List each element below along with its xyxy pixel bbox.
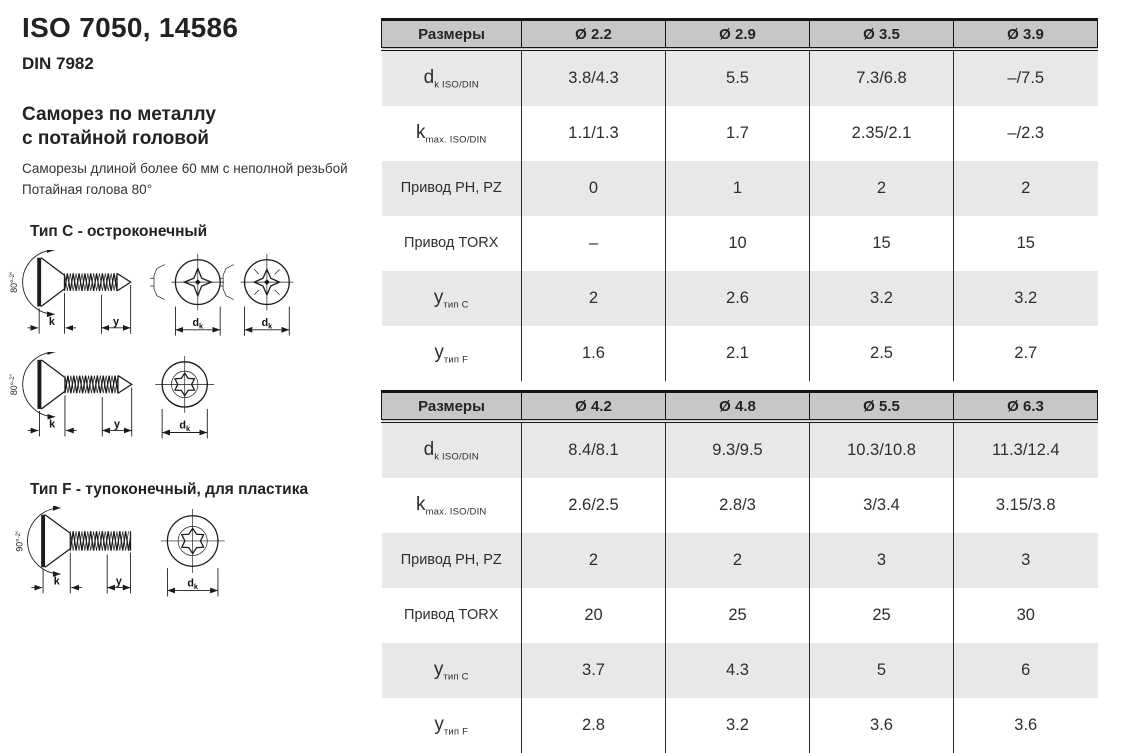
pointed-tip (117, 273, 131, 291)
row-label: Привод PH, PZ (382, 161, 522, 216)
dim-k-label: k (48, 315, 55, 328)
type-c-ph-pz-drawing (8, 250, 300, 342)
product-note-line1: Саморезы длиной более 60 мм с неполной резьбой (22, 161, 348, 176)
table-cell: 2.1 (666, 326, 810, 381)
table-cell: 25 (666, 588, 810, 643)
pz-head-view (219, 254, 293, 336)
doc-title: ISO 7050, 14586 (22, 12, 239, 43)
type-c-side-view (8, 352, 132, 436)
table-cell: 4.3 (666, 643, 810, 698)
head-angle-label: 90°$^{-2^\circ}$ (14, 530, 25, 552)
table-cell: 8.4/8.1 (522, 421, 666, 478)
dimension-y (102, 387, 131, 436)
column-header-diameter: Ø 4.8 (666, 392, 810, 422)
column-header-diameter: Ø 4.2 (522, 392, 666, 422)
table-cell: 2.5 (810, 326, 954, 381)
type-c-heading: Тип C - остроконечный (30, 223, 208, 240)
dim-k-label: k (53, 575, 60, 588)
dim-dk-label: $d_k$ (261, 316, 273, 331)
table-cell: 0 (522, 161, 666, 216)
dim-dk-label: $d_k$ (192, 316, 204, 331)
table-row-drive-torx (382, 588, 1098, 643)
column-header-diameter: Ø 3.9 (954, 20, 1098, 50)
table-row-kmax (382, 478, 1098, 533)
dim-dk-label: $d_k$ (179, 419, 191, 434)
row-label: $y_{тип F}$ (434, 341, 469, 366)
table-cell: 1.6 (522, 326, 666, 381)
torx-head-view (155, 356, 214, 438)
dim-k-label: k (49, 418, 56, 431)
table-cell: 3.2 (666, 698, 810, 753)
dim-y-label: y (115, 575, 122, 588)
table-cell: 3.6 (810, 698, 954, 753)
table-cell: 3.2 (810, 271, 954, 326)
table-cell: 3.7 (522, 643, 666, 698)
table-cell: 25 (810, 588, 954, 643)
dimensions-table-large-diameters (381, 390, 1098, 753)
row-label: $y_{тип C}$ (382, 643, 522, 698)
column-header-sizes: Размеры (382, 20, 522, 50)
table-row-dk (382, 49, 1098, 106)
dimension-dk-torx (162, 409, 207, 438)
dimension-dk-pz (245, 306, 290, 335)
table-cell: 2.35/2.1 (810, 106, 954, 161)
table-cell: 15 (954, 216, 1098, 271)
table-cell: 15 (810, 216, 954, 271)
row-label: Привод TORX (404, 606, 499, 623)
table-cell: 9.3/9.5 (666, 421, 810, 478)
table-row-drive-ph-pz (382, 533, 1098, 588)
row-label: $y_{тип F}$ (434, 713, 469, 738)
table-header-row (382, 392, 1098, 422)
table-row-drive-ph-pz (382, 161, 1098, 216)
table-cell: 20 (522, 588, 666, 643)
row-label: $d_{k ISO/DIN}$ (382, 49, 522, 106)
table-row-kmax (382, 106, 1098, 161)
table-cell: 2 (810, 161, 954, 216)
product-note-line2: Потайная голова 80° (22, 182, 153, 197)
table-row-y-type-c (382, 643, 1098, 698)
table-header-row (382, 20, 1098, 50)
table-row-y-type-f (382, 698, 1098, 753)
table-cell: 3 (810, 533, 954, 588)
table-cell: 3/3.4 (810, 478, 954, 533)
table-cell: 2.6/2.5 (522, 478, 666, 533)
product-name-line2: с потайной головой (22, 128, 209, 149)
table-cell: 30 (954, 588, 1098, 643)
table-cell: 2 (954, 161, 1098, 216)
table-cell: –/7.5 (954, 49, 1098, 106)
column-header-diameter: Ø 2.2 (522, 20, 666, 50)
table-row-drive-torx (382, 216, 1098, 271)
table-cell: 2 (522, 271, 666, 326)
pointed-tip (118, 376, 132, 394)
column-header-diameter: Ø 3.5 (810, 20, 954, 50)
row-label: Привод PH, PZ (382, 533, 522, 588)
table-cell: –/2.3 (954, 106, 1098, 161)
dimension-y (101, 285, 130, 334)
dimension-y (107, 553, 130, 594)
table-cell: 2.8 (522, 698, 666, 753)
row-label: $k_{max. ISO/DIN}$ (416, 493, 487, 518)
column-header-diameter: Ø 2.9 (666, 20, 810, 50)
ph-head-view (150, 254, 224, 336)
product-name-line1: Саморез по металлу (22, 104, 216, 125)
dimensions-table-small-diameters (381, 18, 1098, 381)
table-cell: – (522, 216, 666, 271)
row-label: $d_{k ISO/DIN}$ (382, 421, 522, 478)
column-header-sizes: Размеры (382, 392, 522, 422)
table-cell: 2 (666, 533, 810, 588)
table-cell: 2.6 (666, 271, 810, 326)
table-cell: 7.3/6.8 (810, 49, 954, 106)
doc-standard: DIN 7982 (22, 54, 94, 73)
table-cell: 2.7 (954, 326, 1098, 381)
type-f-torx-drawing (12, 506, 250, 603)
dim-y-label: y (113, 418, 120, 431)
row-label: $k_{max. ISO/DIN}$ (416, 121, 487, 146)
product-note (22, 158, 348, 200)
type-f-heading: Тип F - тупоконечный, для пластика (30, 481, 309, 498)
column-header-diameter: Ø 5.5 (810, 392, 954, 422)
column-header-diameter: Ø 6.3 (954, 392, 1098, 422)
table-cell: 3 (954, 533, 1098, 588)
table-cell: 10 (666, 216, 810, 271)
table-cell: 1 (666, 161, 810, 216)
table-cell: 5.5 (666, 49, 810, 106)
table-row-y-type-f (382, 326, 1098, 381)
table-cell: 1.7 (666, 106, 810, 161)
table-cell: 3.8/4.3 (522, 49, 666, 106)
table-row-y-type-c (382, 271, 1098, 326)
type-f-side-view (14, 508, 131, 593)
row-label: Привод TORX (404, 234, 499, 251)
table-cell: 11.3/12.4 (954, 421, 1098, 478)
head-angle-label: 80°$^{-2^\circ}$ (8, 271, 19, 293)
type-c-side-view (8, 250, 131, 334)
table-cell: 3.15/3.8 (954, 478, 1098, 533)
head-angle-label: 80°$^{-2^\circ}$ (8, 373, 19, 396)
dim-y-label: y (113, 315, 120, 328)
table-row-dk (382, 421, 1098, 478)
table-cell: 1.1/1.3 (522, 106, 666, 161)
type-c-torx-drawing (8, 352, 224, 445)
head-side-profile-icon (150, 265, 165, 300)
dimension-dk-ph (175, 306, 220, 335)
table-cell: 3.6 (954, 698, 1098, 753)
table-cell: 5 (810, 643, 954, 698)
table-cell: 6 (954, 643, 1098, 698)
dim-dk-label: $d_k$ (187, 577, 198, 592)
table-cell: 2.8/3 (666, 478, 810, 533)
row-label: $y_{тип C}$ (382, 271, 522, 326)
table-cell: 2 (522, 533, 666, 588)
torx-head-view (161, 509, 225, 596)
table-cell: 3.2 (954, 271, 1098, 326)
product-name (22, 103, 216, 151)
table-cell: 10.3/10.8 (810, 421, 954, 478)
